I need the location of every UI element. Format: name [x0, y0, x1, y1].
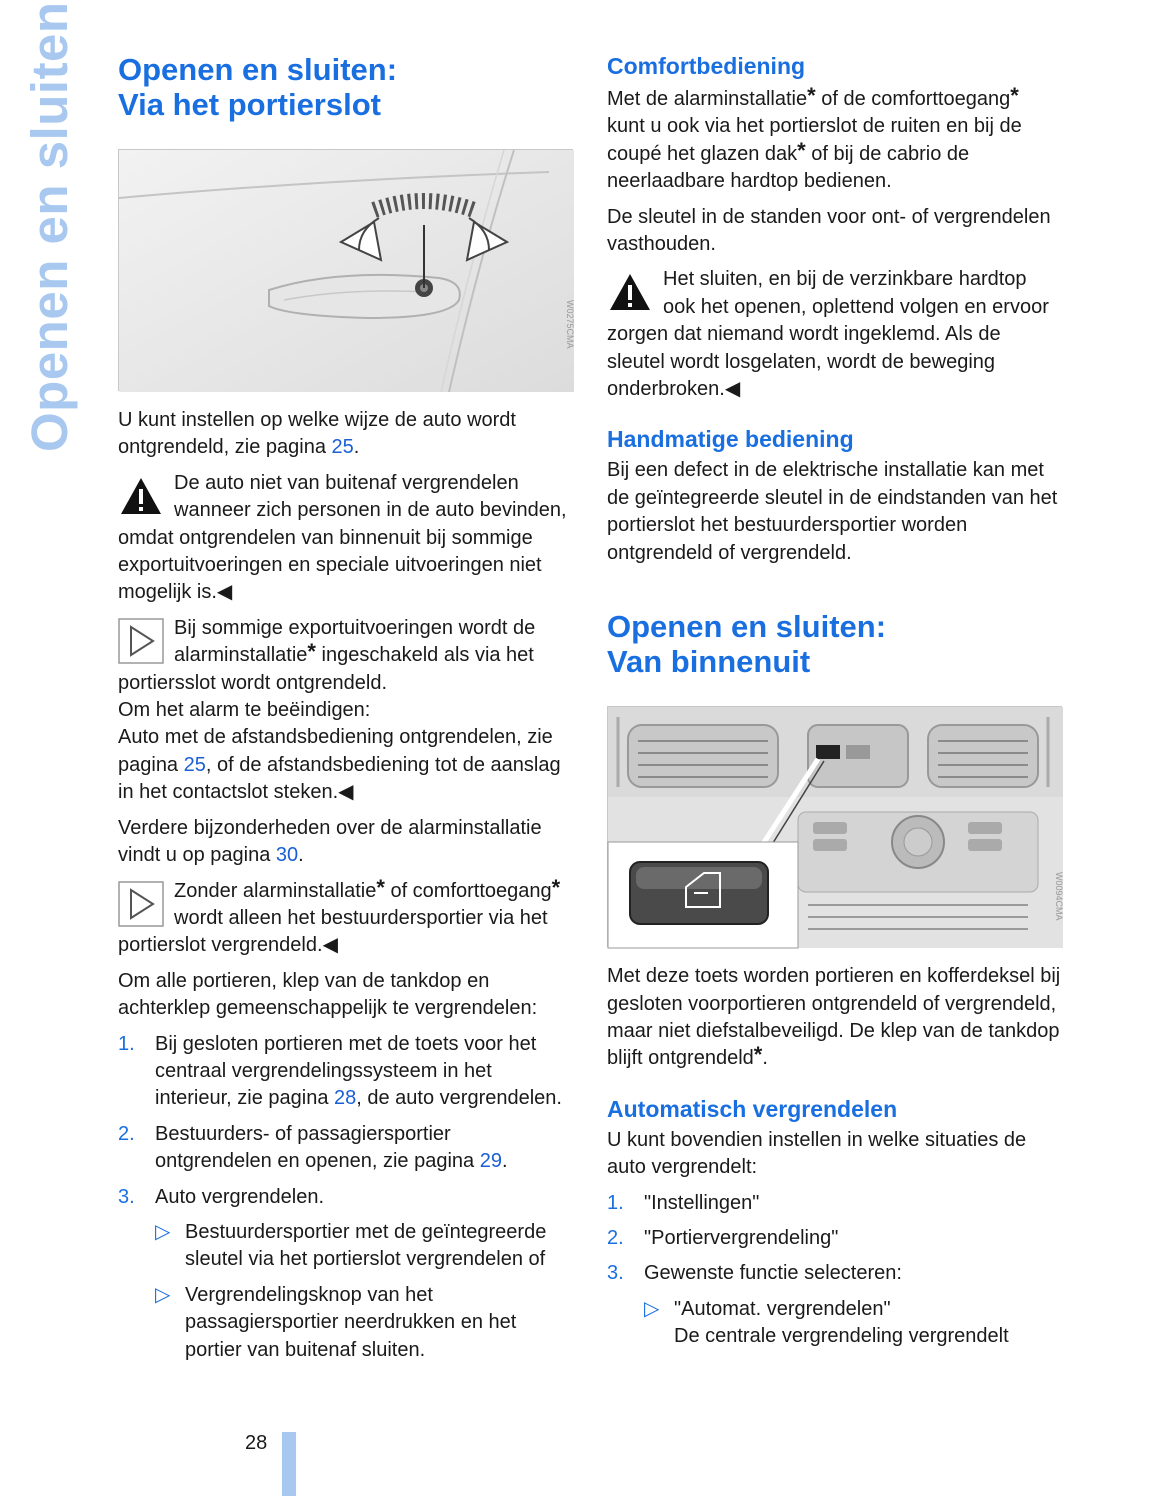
dashboard-illustration: [608, 707, 1063, 948]
section-heading-auto-lock: Automatisch vergrendelen: [607, 1095, 898, 1122]
section-title-inside: Openen en sluiten: Van binnenuit: [607, 609, 887, 680]
list-item: 3. Auto vergrendelen. ▷ Bestuurdersportier met de geïntegreerde sleutel via het portierslot vergrendelen of ▷ Vergrendelingsknop van het passagiersportier neerdrukken en het portier van buitenaf sluiten.: [118, 1184, 573, 1364]
paragraph-hold-key: De sleutel in de standen voor ont- of vergrendelen vasthouden.: [607, 205, 1051, 256]
end-mark: ◀: [216, 581, 233, 604]
section-heading-comfort: Comfortbediening: [607, 53, 806, 79]
section-heading-manual: Handmatige bediening: [607, 426, 854, 453]
paragraph-lock-all: Om alle portieren, klep van de tankdop en achterklep gemeenschappelijk te vergrendelen:: [118, 969, 538, 1020]
page-marker-bar: [282, 1432, 296, 1496]
warning-icon: [607, 269, 653, 315]
list-item: ▷ Bestuurdersportier met de geïntegreerde sleutel via het portierslot vergrendelen of: [155, 1220, 547, 1271]
list-item: 1. Bij gesloten portieren met de toets voor het centraal vergrendelingssysteem in het interieur, zie pagina 28, de auto vergrendelen.: [118, 1032, 562, 1110]
page-number: 28: [245, 1432, 268, 1454]
warning-icon: [118, 473, 164, 519]
list-item: 3. Gewenste functie selecteren: ▷ "Automat. vergrendelen" De centrale vergrendeling vergrendelt: [607, 1260, 1062, 1350]
figure-code: W0094CMA: [1054, 872, 1064, 921]
page-link-25b[interactable]: 25: [183, 753, 206, 776]
central-lock-figure: [607, 706, 1062, 947]
paragraph-unlock-setting: U kunt instellen op welke wijze de auto wordt ontgrendeld, zie pagina 25.: [118, 409, 516, 459]
door-lock-figure: [118, 149, 573, 391]
figure-code: W0275CMA: [565, 300, 575, 349]
paragraph-auto-lock: U kunt bovendien instellen in welke situaties de auto vergrendelt:: [607, 1128, 1027, 1179]
page-link-30[interactable]: 30: [275, 844, 299, 867]
list-item: ▷ "Automat. vergrendelen" De centrale vergrendeling vergrendelt: [644, 1297, 1009, 1348]
paragraph-alarm-details: Verdere bijzonderheden over de alarminstallatie vindt u op pagina 30.: [118, 816, 542, 867]
info-note-1: Bij sommige exportuitvoeringen wordt de alarminstallatie* ingeschakeld als via het portiersslot wordt ontgrendeld. Om het alarm te beëindigen: Auto met de afstandsbediening ontgrendelen, zie pagina 25, of de afstandsbediening tot de aanslag in het contactslot steken.◀: [118, 616, 561, 804]
sub-list: [644, 1296, 1062, 1351]
note-triangle-icon: [118, 881, 164, 927]
paragraph-manual: Bij een defect in de elektrische installatie kan met de geïntegreerde sleutel in de eindstanden van het portierslot het bestuurdersportier worden ontgrendeld of vergrendeld.: [607, 459, 1058, 564]
lock-steps-list: [118, 1031, 573, 1364]
paragraph-central-button: Met deze toets worden portieren en kofferdeksel bij gesloten voorportieren ontgrendeld of vergrendeld, maar niet diefstalbeveiligd. De klep van de tankdop blijft ontgrendeld*.: [607, 965, 1061, 1070]
list-item: 2. "Portiervergrendeling": [607, 1226, 839, 1249]
door-handle-illustration: [119, 150, 574, 392]
page-link-28[interactable]: 28: [334, 1087, 357, 1110]
info-note-2: Zonder alarminstallatie* of comforttoegang* wordt alleen het bestuurdersportier via het portierslot vergrendeld.◀: [118, 874, 561, 957]
note-triangle-icon: [118, 618, 164, 664]
warning-note-1: De auto niet van buitenaf vergrendelen wanneer zich personen in de auto bevinden, omdat ontgrendelen van binnenuit bij sommige exportuitvoeringen en speciale uitvoeringen niet mogelijk is.◀: [118, 471, 567, 604]
auto-lock-steps: [607, 1190, 1062, 1351]
warning-note-2: Het sluiten, en bij de verzinkbare hardtop ook het openen, oplettend volgen en ervoor zorgen dat niemand wordt ingeklemd. Als de sleutel wordt losgelaten, wordt de beweging onderbroken.◀: [607, 268, 1049, 401]
page-link-29[interactable]: 29: [479, 1150, 502, 1173]
list-item: 1. "Instellingen": [607, 1191, 760, 1214]
left-column: [118, 52, 573, 1364]
paragraph-comfort: Met de alarminstallatie* of de comforttoegang* kunt u ook via het portierslot de ruiten en bij de coupé het glazen dak* of bij de cabrio de neerlaadbare hardtop bedienen.: [607, 83, 1022, 193]
side-chapter-tab: Openen en sluiten: [21, 1, 78, 452]
sub-list: [155, 1219, 573, 1364]
page-title: Openen en sluiten: Via het portierslot: [118, 52, 398, 122]
list-item: 2. Bestuurders- of passagiersportier ontgrendelen en openen, zie pagina 29.: [118, 1122, 508, 1173]
list-item: ▷ Vergrendelingsknop van het passagiersportier neerdrukken en het portier van buitenaf sluiten.: [155, 1283, 517, 1361]
right-column: [607, 52, 1062, 1351]
page-link-25[interactable]: 25: [331, 436, 354, 459]
